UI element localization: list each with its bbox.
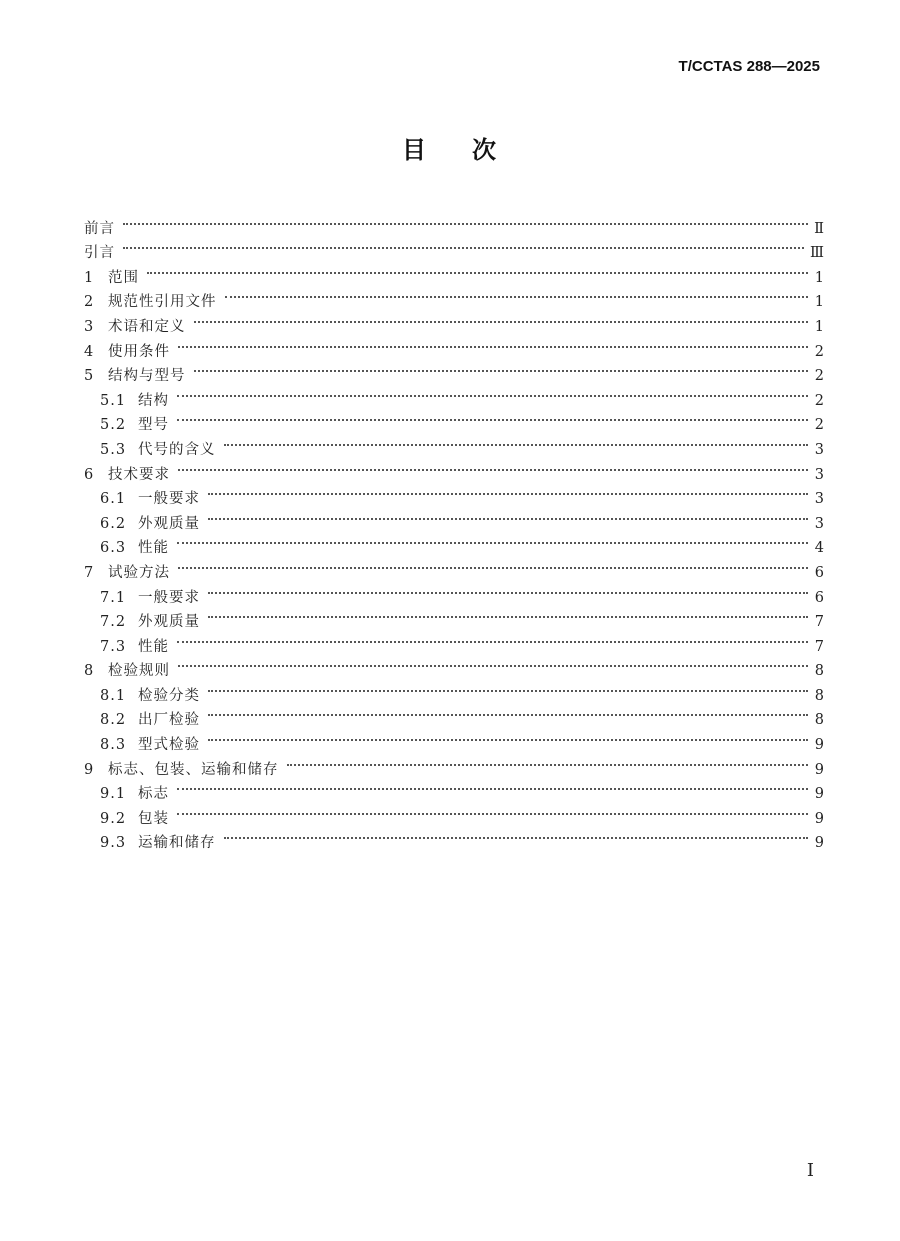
toc-entry[interactable] xyxy=(84,282,824,311)
toc-entry-label: 外观质量 xyxy=(138,614,200,631)
toc-title-right: 次 xyxy=(472,136,498,164)
toc-leader-dots xyxy=(224,429,809,454)
toc-leader-dots xyxy=(147,257,808,282)
toc-leader-dots xyxy=(178,651,808,676)
toc-subentry[interactable] xyxy=(84,626,824,655)
toc-subentry[interactable] xyxy=(84,675,824,704)
toc-entry-number: 3 xyxy=(84,318,94,335)
toc-entry-number: 8.3 xyxy=(100,737,127,754)
toc-leader-dots xyxy=(123,233,804,258)
toc-entry-number: 8.2 xyxy=(100,712,127,729)
toc-entry-label: 前言 xyxy=(84,220,115,237)
toc-entry-page: 9 xyxy=(814,835,824,852)
toc-entry-page: 2 xyxy=(814,392,824,409)
toc-entry-page: 7 xyxy=(814,614,824,631)
toc-entry-number: 7.1 xyxy=(100,589,127,606)
toc-entry-number: 6.3 xyxy=(100,540,127,557)
toc-entry-number: 8 xyxy=(84,663,94,680)
toc-entry-label: 范围 xyxy=(108,269,139,286)
toc-subentry[interactable] xyxy=(84,528,824,557)
toc-leader-dots xyxy=(287,749,809,774)
toc-entry[interactable] xyxy=(84,208,824,237)
toc-entry-label: 结构 xyxy=(138,392,169,409)
toc-entry-label: 技术要求 xyxy=(108,466,170,483)
toc-entry-label: 使用条件 xyxy=(108,343,170,360)
toc-leader-dots xyxy=(177,626,808,651)
toc-entry-label: 标志、包装、运输和储存 xyxy=(108,761,279,778)
toc-entry-label: 包装 xyxy=(138,810,169,827)
toc-leader-dots xyxy=(177,798,808,823)
toc-leader-dots xyxy=(208,503,808,528)
toc-entry-label: 试验方法 xyxy=(108,564,170,581)
page-number: I xyxy=(806,1160,814,1181)
toc-entry-page: 3 xyxy=(814,466,824,483)
toc-entry-number: 4 xyxy=(84,343,94,360)
toc-entry[interactable] xyxy=(84,257,824,286)
toc-subentry[interactable] xyxy=(84,405,824,434)
toc-leader-dots xyxy=(208,724,808,749)
toc-entry-page: 3 xyxy=(814,515,824,532)
toc-title xyxy=(0,130,900,165)
toc-entry-number: 7.2 xyxy=(100,614,127,631)
toc-entry-page: 7 xyxy=(814,638,824,655)
toc-entry-number: 9 xyxy=(84,761,94,778)
toc-entry[interactable] xyxy=(84,552,824,581)
toc-entry-page: 8 xyxy=(814,687,824,704)
toc-entry-page: 9 xyxy=(814,810,824,827)
toc-entry-label: 检验规则 xyxy=(108,663,170,680)
toc-leader-dots xyxy=(194,356,809,381)
toc-subentry[interactable] xyxy=(84,479,824,508)
toc-entry[interactable] xyxy=(84,651,824,680)
toc-entry-label: 运输和储存 xyxy=(138,835,216,852)
toc-entry-label: 一般要求 xyxy=(138,491,200,508)
toc-entry-number: 6.2 xyxy=(100,515,127,532)
toc-entry-number: 1 xyxy=(84,269,94,286)
toc-entry-number: 8.1 xyxy=(100,687,127,704)
toc-leader-dots xyxy=(224,823,809,848)
toc-entry[interactable] xyxy=(84,331,824,360)
toc-entry[interactable] xyxy=(84,356,824,385)
toc-subentry[interactable] xyxy=(84,577,824,606)
toc-leader-dots xyxy=(177,380,808,405)
toc-entry-number: 9.3 xyxy=(100,835,127,852)
toc-leader-dots xyxy=(208,577,808,602)
toc-entry-page: 2 xyxy=(814,368,824,385)
toc-entry-page: 3 xyxy=(814,491,824,508)
toc-leader-dots xyxy=(178,454,808,479)
toc-list xyxy=(84,208,824,852)
toc-leader-dots xyxy=(225,282,809,307)
toc-subentry[interactable] xyxy=(84,774,824,803)
toc-entry-label: 性能 xyxy=(138,638,169,655)
toc-entry-number: 7 xyxy=(84,564,94,581)
toc-leader-dots xyxy=(178,331,808,356)
toc-entry-number: 5.2 xyxy=(100,417,127,434)
toc-entry-label: 检验分类 xyxy=(138,687,200,704)
toc-entry-page: 4 xyxy=(814,540,824,557)
toc-subentry[interactable] xyxy=(84,823,824,852)
toc-leader-dots xyxy=(123,208,808,233)
toc-entry-number: 6.1 xyxy=(100,491,127,508)
toc-entry-page: 1 xyxy=(814,269,824,286)
toc-entry-page: 6 xyxy=(814,589,824,606)
toc-entry-label: 代号的含义 xyxy=(138,441,216,458)
toc-entry-page: 1 xyxy=(814,294,824,311)
toc-subentry[interactable] xyxy=(84,429,824,458)
toc-entry-label: 出厂检验 xyxy=(138,712,200,729)
toc-entry-page: 9 xyxy=(814,737,824,754)
toc-entry-number: 5.3 xyxy=(100,441,127,458)
toc-entry-label: 规范性引用文件 xyxy=(108,294,217,311)
toc-entry-number: 9.2 xyxy=(100,810,127,827)
toc-leader-dots xyxy=(208,479,808,504)
toc-entry-page: 8 xyxy=(814,663,824,680)
toc-entry-number: 9.1 xyxy=(100,786,127,803)
toc-entry-label: 结构与型号 xyxy=(108,368,186,385)
toc-entry-page: 6 xyxy=(814,564,824,581)
toc-entry-label: 性能 xyxy=(138,540,169,557)
toc-subentry[interactable] xyxy=(84,380,824,409)
toc-title-left: 目 xyxy=(402,136,428,164)
toc-leader-dots xyxy=(208,675,808,700)
toc-leader-dots xyxy=(194,306,809,331)
toc-entry-page: 9 xyxy=(814,786,824,803)
toc-entry-number: 5 xyxy=(84,368,94,385)
toc-leader-dots xyxy=(177,405,808,430)
toc-entry-number: 5.1 xyxy=(100,392,127,409)
toc-leader-dots xyxy=(177,774,808,799)
toc-entry-number: 7.3 xyxy=(100,638,127,655)
toc-entry-page: 9 xyxy=(814,761,824,778)
toc-entry-label: 外观质量 xyxy=(138,515,200,532)
toc-entry-number: 6 xyxy=(84,466,94,483)
toc-entry-label: 术语和定义 xyxy=(108,318,186,335)
toc-entry-label: 标志 xyxy=(138,786,169,803)
toc-leader-dots xyxy=(208,700,808,725)
toc-entry[interactable] xyxy=(84,454,824,483)
toc-entry[interactable] xyxy=(84,306,824,335)
toc-leader-dots xyxy=(208,602,808,627)
toc-entry-page: 3 xyxy=(814,441,824,458)
toc-entry-label: 引言 xyxy=(84,245,115,262)
toc-entry-label: 型号 xyxy=(138,417,169,434)
toc-entry-page: 1 xyxy=(814,318,824,335)
toc-entry-label: 型式检验 xyxy=(138,737,200,754)
toc-entry[interactable] xyxy=(84,233,824,262)
toc-entry-page: 8 xyxy=(814,712,824,729)
toc-leader-dots xyxy=(178,552,808,577)
toc-entry-page: 2 xyxy=(814,343,824,360)
toc-entry-page: 2 xyxy=(814,417,824,434)
toc-entry-page: Ⅱ xyxy=(814,220,824,237)
toc-entry-page: Ⅲ xyxy=(810,245,824,262)
toc-subentry[interactable] xyxy=(84,798,824,827)
document-code: T/CCTAS 288—2025 xyxy=(678,58,820,75)
toc-entry-number: 2 xyxy=(84,294,94,311)
toc-entry-label: 一般要求 xyxy=(138,589,200,606)
toc-leader-dots xyxy=(177,528,808,553)
